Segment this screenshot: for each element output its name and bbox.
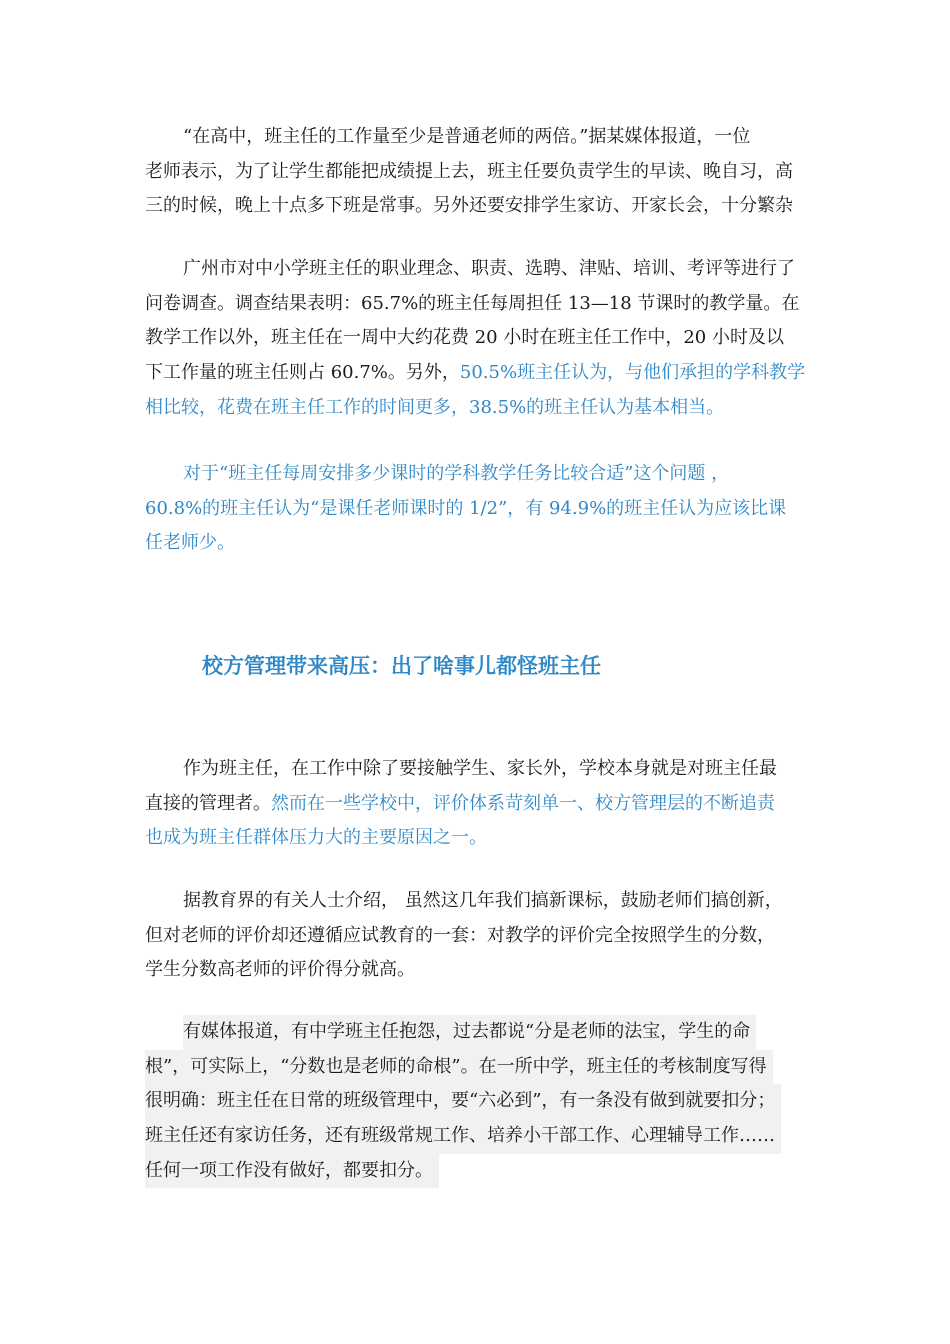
text-line — [145, 787, 813, 822]
text-line — [145, 356, 813, 391]
text-line: 教学工作以外，班主任在一周中大约花费 20 小时在班主任工作中，20 小时及以 — [145, 327, 784, 349]
text-segment: 下工作量的班主任则占 60.7%。另外， — [145, 362, 460, 384]
text-line — [145, 1015, 813, 1050]
text-line: 广州市对中小学班主任的职业理念、职责、选聘、津贴、培训、考评等进行了 — [183, 258, 795, 279]
text-line — [145, 1154, 813, 1189]
paragraph-3 — [145, 457, 813, 561]
shaded-text: 有媒体报道，有中学班主任抱怨，过去都说“分是老师的法宝，学生的命 — [183, 1015, 756, 1050]
text-line — [145, 1050, 813, 1085]
section-heading: 校方管理带来高压：出了啥事儿都怪班主任 — [202, 654, 601, 678]
paragraph-6 — [145, 1015, 813, 1188]
text-line: 老师表示，为了让学生都能把成绩提上去，班主任要负责学生的早读、晚自习，高 — [145, 160, 793, 182]
paragraph-5 — [145, 884, 813, 988]
text-line: 据教育界的有关人士介绍， 虽然这几年我们搞新课标，鼓励老师们搞创新， — [183, 890, 783, 911]
text-line: 作为班主任，在工作中除了要接触学生、家长外，学校本身就是对班主任最 — [183, 758, 777, 779]
text-line: 任老师少。 — [145, 532, 235, 554]
shaded-text: 很明确：班主任在日常的班级管理中，要“六必到”，有一条没有做到就要扣分； — [145, 1084, 781, 1119]
shaded-text: 任何一项工作没有做好，都要扣分。 — [145, 1154, 439, 1189]
text-line: 但对老师的评价却还遵循应试教育的一套：对教学的评价完全按照学生的分数， — [145, 924, 775, 946]
text-line: 三的时候，晚上十点多下班是常事。另外还要安排学生家访、开家长会，十分繁杂 — [145, 195, 793, 217]
paragraph-2 — [145, 252, 813, 425]
text-line: 问卷调查。调查结果表明：65.7%的班主任每周担任 13—18 节课时的教学量。在 — [145, 292, 800, 314]
highlighted-text: 然而在一些学校中，评价体系苛刻单一、校方管理层的不断追责 — [271, 792, 775, 814]
highlighted-text: 相比较，花费在班主任工作的时间更多，38.5%的班主任认为基本相当。 — [145, 396, 725, 418]
shaded-text: 根”，可实际上，“分数也是老师的命根”。在一所中学，班主任的考核制度写得 — [145, 1050, 773, 1085]
text-line: 60.8%的班主任认为“是课任老师课时的 1/2”，有 94.9%的班主任认为应该比课 — [145, 497, 787, 519]
text-line: 对于“班主任每周安排多少课时的学科教学任务比较合适”这个问题 ， — [183, 463, 730, 484]
text-segment: 直接的管理者。 — [145, 792, 271, 814]
text-line: “在高中，班主任的工作量至少是普通老师的两倍。”据某媒体报道，一位 — [183, 126, 751, 147]
shaded-text: 班主任还有家访任务，还有班级常规工作、培养小干部工作、心理辅导工作…… — [145, 1119, 781, 1154]
paragraph-1 — [145, 120, 813, 224]
highlighted-text: 也成为班主任群体压力大的主要原因之一。 — [145, 827, 487, 849]
text-line — [145, 1119, 813, 1154]
text-line — [145, 1084, 813, 1119]
paragraph-4 — [145, 752, 813, 856]
text-line: 学生分数高老师的评价得分就高。 — [145, 959, 415, 981]
highlighted-text: 50.5%班主任认为，与他们承担的学科教学 — [459, 362, 806, 384]
